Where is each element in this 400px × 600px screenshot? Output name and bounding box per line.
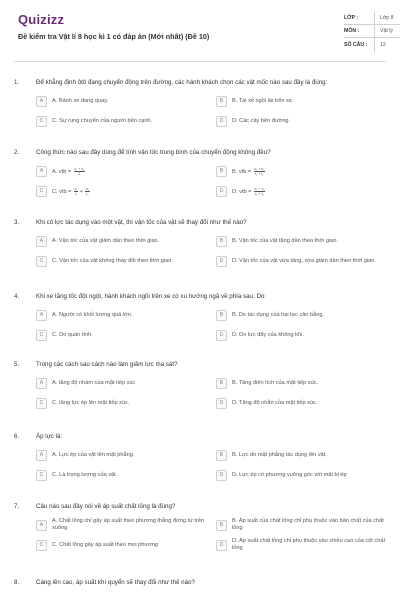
option-text: A. Bánh xe đang quay. [52, 97, 109, 104]
meta-row-subject [344, 25, 400, 38]
meta-value: Lớp 8 [380, 15, 394, 21]
option-letter: C [36, 470, 47, 481]
option-d[interactable] [216, 254, 386, 268]
option-letter: D [216, 540, 227, 551]
formula-fraction: $\frac{\text{v₁ + v₂}}{\text{t₁ + t₂}}$ [254, 186, 265, 196]
option-text: B. Tài xế ngồi lái trên xe. [232, 97, 294, 104]
question-text: Để khẳng định ôtô đang chuyển động trên đường, các hành khách chọn các vật mốc nào sau đây là đúng: [36, 79, 328, 86]
option-d[interactable] [216, 114, 386, 128]
meta-label: MÔN : [344, 28, 360, 34]
option-text: B. Vận tốc của vật tăng dần theo thời gian. [232, 237, 338, 244]
question-number: 7. [14, 503, 20, 510]
option-b[interactable] [216, 376, 386, 390]
option-letter: A [36, 96, 47, 107]
option-text: D. Áp suất chất lỏng chỉ phụ thuộc vào chiều cao của cột chất lỏng [232, 538, 385, 551]
question-2 [14, 142, 386, 212]
option-letter: C [36, 186, 47, 197]
option-d[interactable] [216, 328, 386, 342]
option-letter: A [36, 450, 47, 461]
option-letter: C [36, 330, 47, 341]
option-text: C. Chất lỏng gây áp suất theo mọi phương [52, 541, 158, 548]
option-a[interactable] [36, 164, 206, 178]
question-4 [14, 286, 386, 354]
option-letter: C [36, 398, 47, 409]
option-letter: B [216, 166, 227, 177]
option-text: A. Lực ép của vật lên mặt phẳng. [52, 451, 135, 458]
option-letter: B [216, 450, 227, 461]
option-c[interactable] [36, 328, 206, 342]
option-letter: C [36, 116, 47, 127]
question-8 [14, 572, 386, 594]
option-text: A. Vận tốc của vật giảm dần theo thời gian. [52, 237, 160, 244]
option-text: D. Các cây bên đường. [232, 117, 291, 124]
question-text: Trong các cách sau cách nào làm giảm lực ma sát? [36, 361, 178, 368]
option-text: A. Chất lỏng chỉ gây áp suất theo phương thẳng đứng từ trên xuống [52, 518, 205, 531]
option-letter: D [216, 186, 227, 197]
option-a[interactable] [36, 234, 206, 248]
option-a[interactable] [36, 94, 206, 108]
option-b[interactable] [216, 234, 386, 248]
option-letter: D [216, 116, 227, 127]
option-letter: D [216, 330, 227, 341]
question-text: Công thức nào sau đây dùng để tính vận tốc trung bình của chuyển động không đều? [36, 149, 271, 156]
option-letter: A [36, 310, 47, 321]
option-text: D. Lực ép có phương vuông góc với mặt bị ép [232, 471, 347, 478]
formula-fraction: $\frac{\text{s₁}}{\text{t₁}}$ [74, 186, 78, 196]
question-3 [14, 212, 386, 286]
question-number: 3. [14, 219, 20, 226]
option-a[interactable] [36, 376, 206, 390]
option-c[interactable] [36, 538, 206, 552]
option-text: A. vtb = [52, 168, 72, 175]
meta-label: SỐ CÂU : [344, 41, 368, 48]
option-letter: C [36, 256, 47, 267]
meta-row-question-count [344, 38, 400, 51]
option-a[interactable] [36, 308, 206, 322]
question-number: 4. [14, 293, 20, 300]
option-letter: B [216, 378, 227, 389]
option-text: A. tăng độ nhám của mặt tiếp xúc [52, 379, 136, 386]
meta-value: Vật lý [380, 28, 393, 34]
option-a[interactable] [36, 448, 206, 462]
option-letter: B [216, 236, 227, 247]
option-b[interactable] [216, 448, 386, 462]
option-text: D. Do lực đẩy của không khí. [232, 331, 305, 338]
question-text: Khi xe tăng tốc đột ngột, hành khách ngồi trên xe có xu hướng ngã về phía sau. Do: [36, 293, 267, 300]
option-text: B. vtb = [232, 168, 252, 175]
option-b[interactable] [216, 518, 386, 532]
option-text: C. Vận tốc của vật không thay đổi theo thời gian. [52, 257, 173, 264]
option-b[interactable] [216, 164, 386, 178]
meta-row-class [344, 12, 400, 25]
option-c[interactable]: C C. vtb = $\frac{\text{s₁}}{\text{t₁}}$ + $\frac{\text{s₂}}{\text{t₂}}$ [36, 184, 206, 198]
option-letter: B [216, 310, 227, 321]
worksheet-title: Đề kiểm tra Vật lí 8 học kì 1 có đáp án (Mới nhất) (Đề 10) [18, 32, 210, 41]
formula-fraction: $\frac{\text{v₁ + v₂}}{2}$ [74, 166, 85, 176]
option-letter: D [216, 470, 227, 481]
formula-fraction: $\frac{\text{s₂}}{\text{t₂}}$ [85, 186, 90, 196]
option-letter: A [36, 236, 47, 247]
worksheet-meta [344, 12, 400, 51]
option-text: C. Là trọng lượng của vật. [52, 471, 118, 478]
option-c[interactable] [36, 114, 206, 128]
option-letter: B [216, 96, 227, 107]
meta-divider [374, 12, 375, 52]
option-d[interactable] [216, 396, 386, 410]
option-text: B. Do tác dụng của hai lực cân bằng. [232, 311, 325, 318]
option-c[interactable] [36, 396, 206, 410]
question-text: Câu nào sau đây nói về áp suất chất lỏng là đúng? [36, 503, 176, 510]
option-letter: A [36, 378, 47, 389]
question-5 [14, 354, 386, 426]
option-text: C. Do quán tính. [52, 331, 93, 338]
option-text: B. Lực do mặt phẳng tác dụng lên vật. [232, 451, 327, 458]
question-number: 5. [14, 361, 20, 368]
option-b[interactable] [216, 308, 386, 322]
question-text: Càng lên cao, áp suất khí quyển sẽ thay đổi như thế nào? [36, 579, 195, 586]
question-number: 2. [14, 149, 20, 156]
option-text: A. Người có khối lượng quá lớn. [52, 311, 133, 318]
option-text: B. Áp suất của chất lỏng chỉ phụ thuộc vào bản chất của chất lỏng [232, 518, 384, 531]
question-number: 8. [14, 579, 20, 586]
question-6 [14, 426, 386, 496]
formula-fraction: $\frac{\text{s₁ + s₂}}{\text{t₁ + t₂}}$ [254, 166, 265, 176]
worksheet-header [14, 0, 394, 62]
option-text: C. Sự rung chuyển của người bên cạnh. [52, 117, 153, 124]
option-d[interactable] [216, 538, 386, 552]
meta-value: 12 [380, 41, 386, 48]
option-text: C. tăng lực ép lên mặt tiếp xúc. [52, 399, 130, 406]
option-text: C. vtb = [52, 188, 72, 195]
option-d[interactable] [216, 184, 386, 198]
meta-label: LỚP : [344, 15, 359, 21]
question-text: Khi có lực tác dụng vào một vật, thì vận tốc của vật sẽ thay đổi như thế nào? [36, 219, 247, 226]
option-letter: B [216, 520, 227, 531]
question-1 [14, 72, 386, 142]
option-letter: C [36, 540, 47, 551]
question-number: 6. [14, 433, 20, 440]
option-c[interactable] [36, 468, 206, 482]
option-d[interactable] [216, 468, 386, 482]
question-7 [14, 496, 386, 572]
option-text: B. Tăng diện tích của mặt tiếp xúc. [232, 379, 319, 386]
question-text: Áp lực là: [36, 433, 63, 440]
option-text: D. vtb = [232, 188, 252, 195]
option-a[interactable] [36, 518, 206, 532]
option-letter: D [216, 398, 227, 409]
option-b[interactable] [216, 94, 386, 108]
option-text: D. Tăng độ nhẵn của mặt tiếp xúc. [232, 399, 318, 406]
option-letter: A [36, 166, 47, 177]
option-text: D. Vận tốc của vật vừa tăng, vừa giảm dần theo thời gian. [232, 257, 376, 264]
option-letter: A [36, 520, 47, 531]
quizizz-logo[interactable]: Quizizz [18, 12, 65, 27]
option-letter: D [216, 256, 227, 267]
question-list [14, 72, 386, 594]
question-number: 1. [14, 79, 20, 86]
option-c[interactable] [36, 254, 206, 268]
